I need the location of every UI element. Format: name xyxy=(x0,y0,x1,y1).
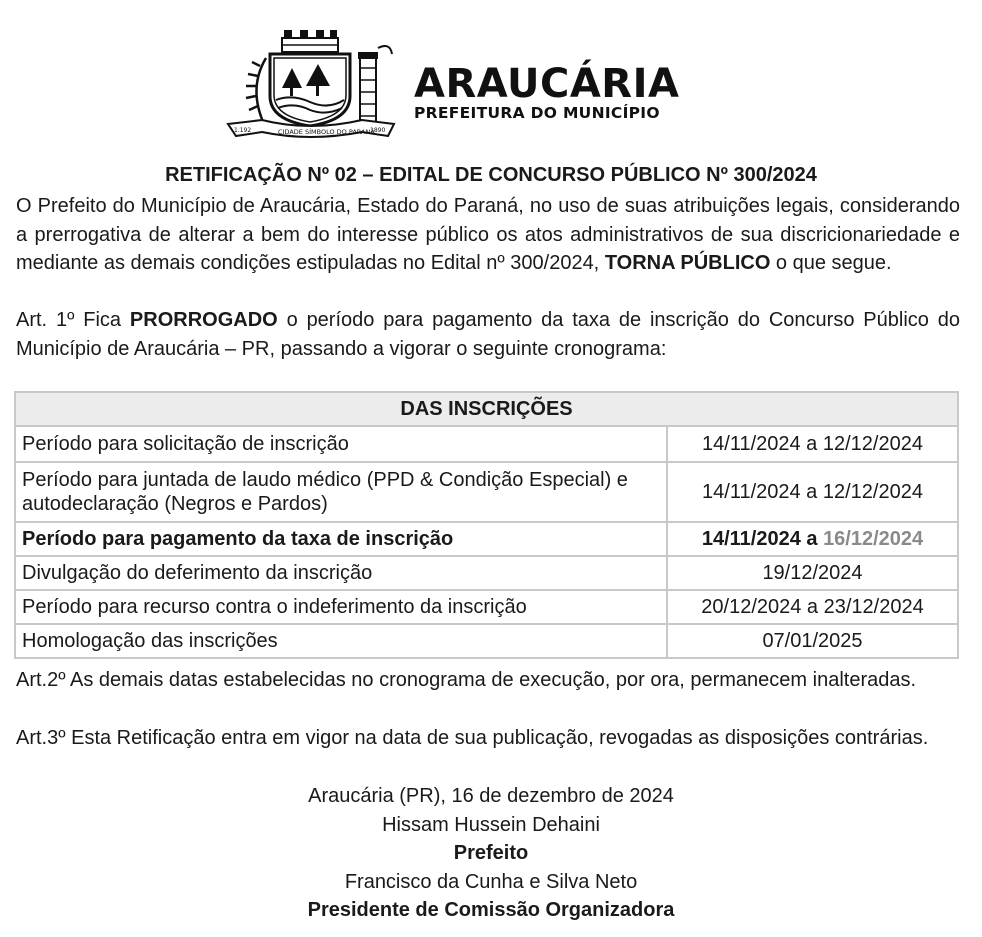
article-3-text: Art.3º Esta Retificação entra em vigor na data de sua publicação, revogadas as disposições contrárias. xyxy=(16,727,929,749)
table-heading: DAS INSCRIÇÕES xyxy=(15,392,958,426)
row-label: Divulgação do deferimento da inscrição xyxy=(15,556,667,590)
article-1 xyxy=(16,306,960,363)
intro-paragraph xyxy=(16,192,960,278)
table-row xyxy=(15,590,958,624)
row-label: Período para solicitação de inscrição xyxy=(15,426,667,462)
row-date: 14/11/2024 a 12/12/2024 xyxy=(667,462,958,522)
article-2 xyxy=(16,666,960,695)
intro-bold: TORNA PÚBLICO xyxy=(604,252,771,274)
mayor-name: Hissam Hussein Dehaini xyxy=(382,813,600,836)
document-title: RETIFICAÇÃO Nº 02 – EDITAL DE CONCURSO PÚBLICO Nº 300/2024 xyxy=(165,164,817,186)
row-label: Período para juntada de laudo médico (PPD & Condição Especial) e autodeclaração (Negros e Pardos) xyxy=(15,462,667,522)
article-2-text: Art.2º As demais datas estabelecidas no cronograma de execução, por ora, permanecem inalteradas. xyxy=(16,669,917,691)
crest-motto: CIDADE SÍMBOLO DO PARANÁ xyxy=(278,128,375,136)
article-1-bold: PRORROGADO xyxy=(129,309,278,331)
brand-name: ARAUCÁRIA xyxy=(414,61,680,107)
table-row xyxy=(15,556,958,590)
row-date: 07/01/2025 xyxy=(667,624,958,658)
row-date: 19/12/2024 xyxy=(667,556,958,590)
place-date: Araucária (PR), 16 de dezembro de 2024 xyxy=(308,785,674,807)
schedule-table xyxy=(14,391,959,659)
row-date-end-extended: 16/12/2024 xyxy=(823,528,924,550)
brand-subtitle: PREFEITURA DO MUNICÍPIO xyxy=(414,104,660,122)
table-row xyxy=(15,624,958,658)
table-row xyxy=(15,426,958,462)
table-row xyxy=(15,462,958,522)
article-3 xyxy=(16,724,960,753)
row-label: Homologação das inscrições xyxy=(15,624,667,658)
row-date: 14/11/2024 a 12/12/2024 xyxy=(667,426,958,462)
table-row-highlighted xyxy=(15,522,958,556)
row-date xyxy=(667,522,958,556)
row-date: 20/12/2024 a 23/12/2024 xyxy=(667,590,958,624)
table-header-row xyxy=(15,392,958,426)
signature-block xyxy=(0,782,982,925)
mayor-title: Prefeito xyxy=(453,842,529,864)
crest-year-left: 1.192 xyxy=(234,127,252,134)
coat-of-arms-logo xyxy=(222,28,402,140)
row-date-start: 14/11/2024 a xyxy=(701,528,824,550)
header xyxy=(222,28,762,140)
brand xyxy=(414,61,680,122)
row-label: Período para pagamento da taxa de inscrição xyxy=(15,522,667,556)
row-label: Período para recurso contra o indeferimento da inscrição xyxy=(15,590,667,624)
article-1-text: Art. 1º Fica xyxy=(16,309,130,331)
intro-text: O Prefeito do Município de Araucária, Estado do Paraná, no uso de suas atribuições legais, considerando a prerrogativa de alterar a bem do interesse público os atos administrativos de sua discricionariedade e mediante as demais condições estipuladas no Edital nº 300/2024, xyxy=(16,195,960,274)
article-1-end: o período para pagamento da taxa de inscrição do Concurso Público do Município de Araucária – PR, passando a vigorar o seguinte cronograma: xyxy=(16,309,961,360)
crest-year-right: 1890 xyxy=(370,127,386,134)
president-title: Presidente de Comissão Organizadora xyxy=(307,899,675,921)
intro-end: o que segue. xyxy=(770,252,892,274)
president-name: Francisco da Cunha e Silva Neto xyxy=(344,870,638,893)
